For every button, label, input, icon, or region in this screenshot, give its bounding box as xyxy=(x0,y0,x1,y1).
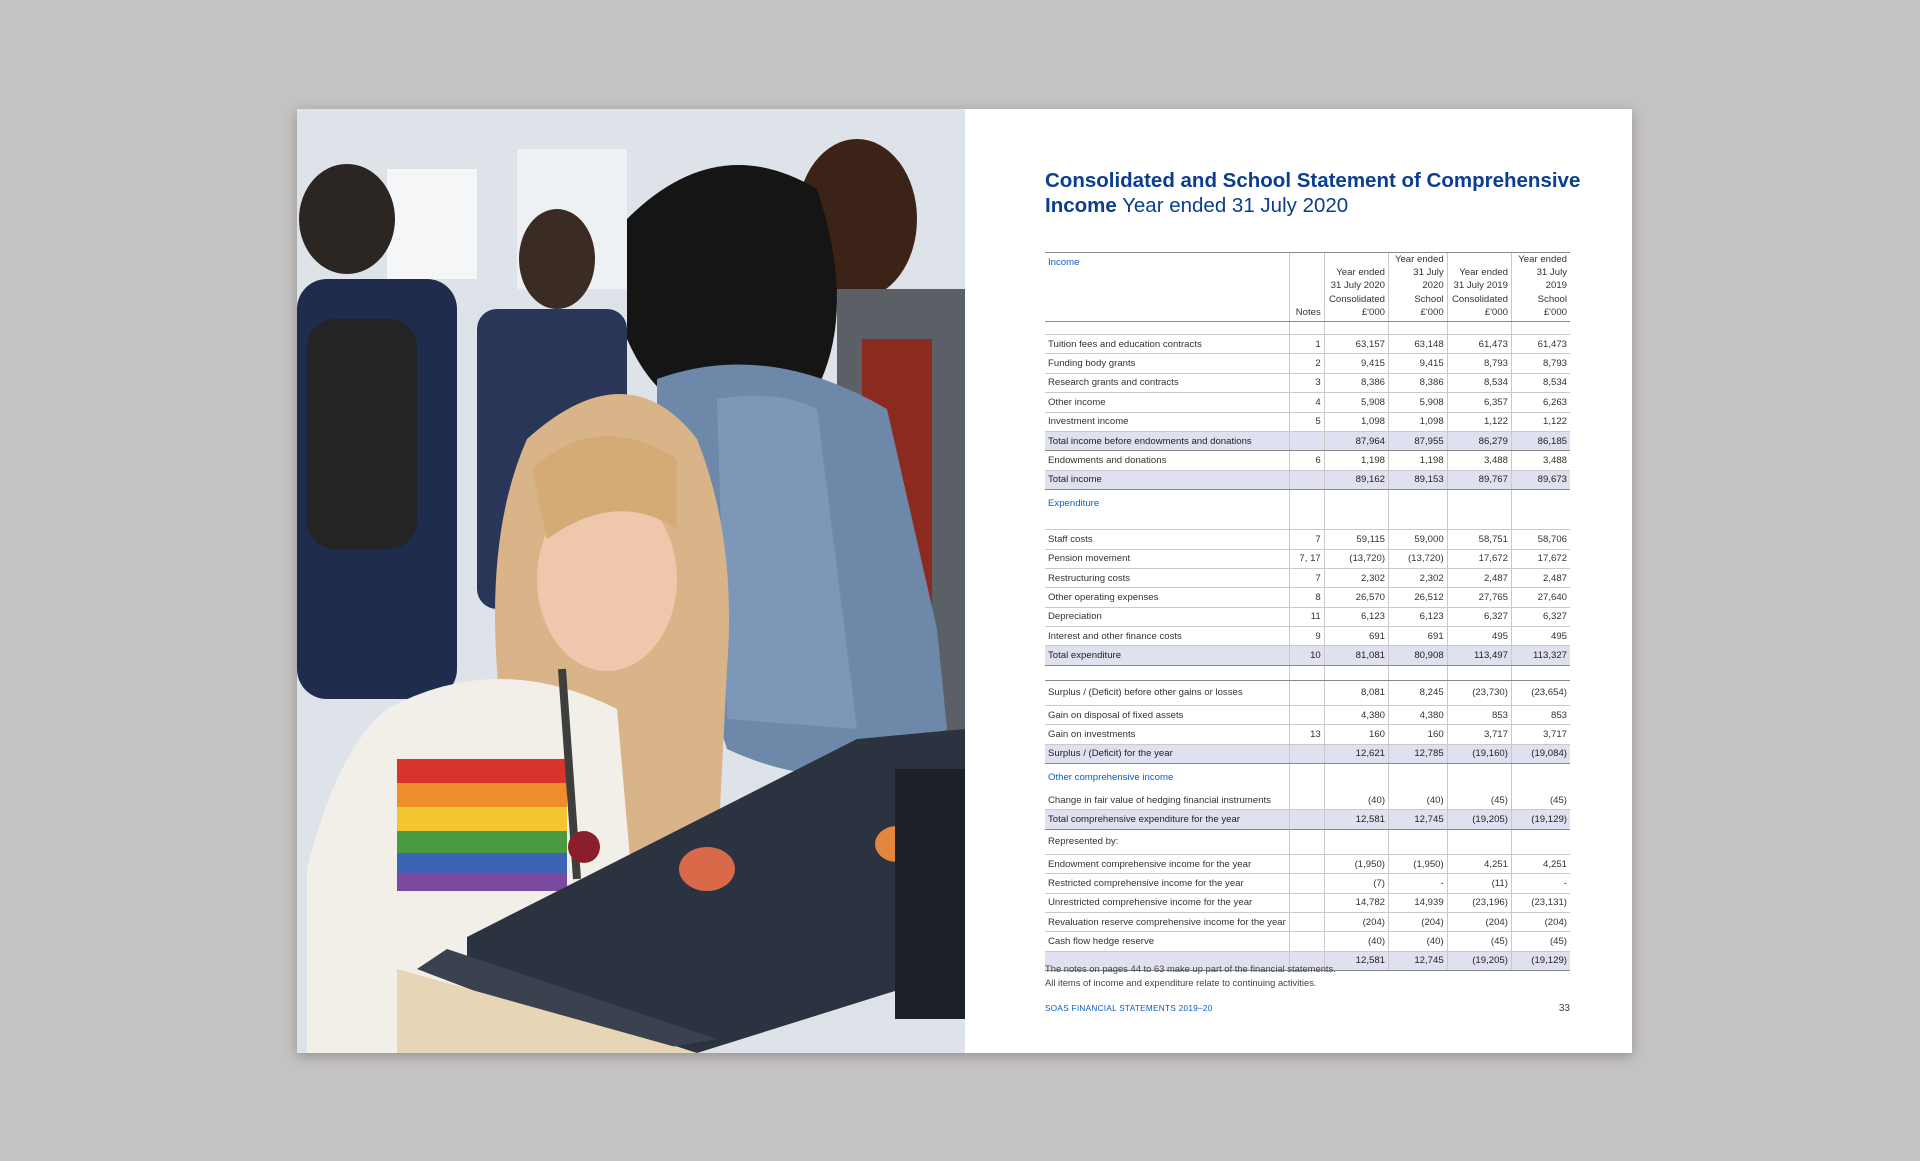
spacer-row-label xyxy=(1045,517,1289,530)
row-value: 5,908 xyxy=(1324,393,1388,412)
brochure-spread xyxy=(297,109,1632,1053)
table-row xyxy=(1045,335,1570,354)
spacer-row xyxy=(1045,322,1570,335)
row-value: 17,672 xyxy=(1447,549,1511,568)
row-value: 8,386 xyxy=(1324,373,1388,392)
income-statement-body xyxy=(1045,253,1570,971)
empty-cell xyxy=(1389,829,1448,854)
row-value: 4,251 xyxy=(1447,854,1511,873)
row-value: 81,081 xyxy=(1324,646,1388,665)
empty-cell xyxy=(1289,322,1324,335)
row-value: 8,793 xyxy=(1511,354,1570,373)
row-label: Total income before endowments and donations xyxy=(1045,431,1289,450)
income-statement-table xyxy=(1045,252,1570,971)
row-value: (40) xyxy=(1389,932,1448,951)
row-value: (204) xyxy=(1447,913,1511,932)
row-value: 1,198 xyxy=(1324,451,1388,470)
row-value: (23,654) xyxy=(1511,680,1570,705)
empty-cell xyxy=(1389,322,1448,335)
empty-cell xyxy=(1511,829,1570,854)
table-row xyxy=(1045,874,1570,893)
table-row xyxy=(1045,810,1570,829)
row-value: (23,196) xyxy=(1447,893,1511,912)
row-value: 6,327 xyxy=(1447,607,1511,626)
table-row xyxy=(1045,913,1570,932)
row-value: 3,488 xyxy=(1447,451,1511,470)
row-note: 2 xyxy=(1289,354,1324,373)
row-value: 12,581 xyxy=(1324,810,1388,829)
table-row xyxy=(1045,451,1570,470)
row-value: 3,717 xyxy=(1511,725,1570,744)
photo-illustration xyxy=(297,109,965,1053)
spacer-row xyxy=(1045,665,1570,680)
empty-cell xyxy=(1289,490,1324,518)
column-header: Year ended 31 July 2020 Consolidated £'000 xyxy=(1324,253,1388,322)
table-header-row xyxy=(1045,253,1570,322)
empty-cell xyxy=(1324,665,1388,680)
empty-cell xyxy=(1447,829,1511,854)
title-period: Year ended 31 July 2020 xyxy=(1122,194,1349,217)
row-value: 12,745 xyxy=(1389,951,1448,970)
row-label: Cash flow hedge reserve xyxy=(1045,932,1289,951)
row-value: 61,473 xyxy=(1447,335,1511,354)
row-value: 1,122 xyxy=(1511,412,1570,431)
notes-header: Notes xyxy=(1289,253,1324,322)
empty-cell xyxy=(1511,665,1570,680)
row-value: 9,415 xyxy=(1324,354,1388,373)
row-value: (19,129) xyxy=(1511,810,1570,829)
row-label: Surplus / (Deficit) before other gains or losses xyxy=(1045,680,1289,705)
row-value: 1,198 xyxy=(1389,451,1448,470)
row-value: - xyxy=(1511,874,1570,893)
row-value: 8,793 xyxy=(1447,354,1511,373)
row-value: 3,717 xyxy=(1447,725,1511,744)
row-note xyxy=(1289,470,1324,489)
title-bold: Consolidated and School Statement of Comprehensive Income xyxy=(1045,169,1581,217)
row-value: (45) xyxy=(1511,932,1570,951)
column-header: Year ended 31 July 2019 Consolidated £'000 xyxy=(1447,253,1511,322)
row-value: 2,487 xyxy=(1511,568,1570,587)
table-row xyxy=(1045,549,1570,568)
row-value: (40) xyxy=(1324,791,1388,810)
row-value: 63,157 xyxy=(1324,335,1388,354)
row-value: 2,302 xyxy=(1389,568,1448,587)
row-value: 6,263 xyxy=(1511,393,1570,412)
spacer-row-label xyxy=(1045,665,1289,680)
row-value: 86,279 xyxy=(1447,431,1511,450)
row-value: 12,581 xyxy=(1324,951,1388,970)
empty-cell xyxy=(1324,490,1388,518)
empty-cell xyxy=(1447,490,1511,518)
row-value: 12,621 xyxy=(1324,744,1388,763)
row-label: Unrestricted comprehensive income for the year xyxy=(1045,893,1289,912)
table-row xyxy=(1045,854,1570,873)
empty-cell xyxy=(1324,764,1388,792)
table-row xyxy=(1045,893,1570,912)
row-label: Other income xyxy=(1045,393,1289,412)
row-label: Depreciation xyxy=(1045,607,1289,626)
empty-cell xyxy=(1289,517,1324,530)
row-value: 6,327 xyxy=(1511,607,1570,626)
row-value: 61,473 xyxy=(1511,335,1570,354)
empty-cell xyxy=(1447,764,1511,792)
row-note: 3 xyxy=(1289,373,1324,392)
row-value: 6,357 xyxy=(1447,393,1511,412)
page-number: 33 xyxy=(1558,1003,1570,1014)
row-value: (204) xyxy=(1511,913,1570,932)
row-note: 7, 17 xyxy=(1289,549,1324,568)
row-value: 1,122 xyxy=(1447,412,1511,431)
row-value: (19,160) xyxy=(1447,744,1511,763)
row-value: 2,302 xyxy=(1324,568,1388,587)
row-value: 8,245 xyxy=(1389,680,1448,705)
row-value: 1,098 xyxy=(1324,412,1388,431)
table-row xyxy=(1045,588,1570,607)
row-value: 113,327 xyxy=(1511,646,1570,665)
row-value: 12,785 xyxy=(1389,744,1448,763)
table-row xyxy=(1045,627,1570,646)
row-label: Research grants and contracts xyxy=(1045,373,1289,392)
table-row xyxy=(1045,470,1570,489)
row-value: (23,730) xyxy=(1447,680,1511,705)
row-value: (11) xyxy=(1447,874,1511,893)
row-value: 4,380 xyxy=(1389,705,1448,724)
row-label: Other operating expenses xyxy=(1045,588,1289,607)
row-note xyxy=(1289,932,1324,951)
row-label: Total income xyxy=(1045,470,1289,489)
row-value: 63,148 xyxy=(1389,335,1448,354)
row-value: 89,162 xyxy=(1324,470,1388,489)
table-row xyxy=(1045,412,1570,431)
spacer-row-label xyxy=(1045,322,1289,335)
row-value: 26,570 xyxy=(1324,588,1388,607)
row-label: Investment income xyxy=(1045,412,1289,431)
table-row xyxy=(1045,568,1570,587)
represented-by-label: Represented by: xyxy=(1045,829,1289,854)
row-value: 691 xyxy=(1389,627,1448,646)
row-value: 4,251 xyxy=(1511,854,1570,873)
table-row xyxy=(1045,393,1570,412)
empty-cell xyxy=(1324,517,1388,530)
row-value: (13,720) xyxy=(1324,549,1388,568)
row-note xyxy=(1289,744,1324,763)
row-value: 9,415 xyxy=(1389,354,1448,373)
row-value: 26,512 xyxy=(1389,588,1448,607)
table-row xyxy=(1045,680,1570,705)
oci-heading xyxy=(1045,764,1570,792)
row-value: 113,497 xyxy=(1447,646,1511,665)
empty-cell xyxy=(1389,517,1448,530)
row-label: Endowments and donations xyxy=(1045,451,1289,470)
empty-cell xyxy=(1289,665,1324,680)
row-value: (19,084) xyxy=(1511,744,1570,763)
row-note: 1 xyxy=(1289,335,1324,354)
row-note xyxy=(1289,913,1324,932)
row-value: 89,673 xyxy=(1511,470,1570,489)
oci-heading-label: Other comprehensive income xyxy=(1048,772,1174,784)
row-value: 17,672 xyxy=(1511,549,1570,568)
row-value: 8,081 xyxy=(1324,680,1388,705)
empty-cell xyxy=(1389,764,1448,792)
row-note: 9 xyxy=(1289,627,1324,646)
row-value: 80,908 xyxy=(1389,646,1448,665)
row-value: - xyxy=(1389,874,1448,893)
row-value: 86,185 xyxy=(1511,431,1570,450)
row-value: (19,205) xyxy=(1447,951,1511,970)
empty-cell xyxy=(1289,764,1324,792)
table-row xyxy=(1045,373,1570,392)
row-value: 12,745 xyxy=(1389,810,1448,829)
row-value: 2,487 xyxy=(1447,568,1511,587)
empty-cell xyxy=(1511,517,1570,530)
empty-cell xyxy=(1447,665,1511,680)
empty-cell xyxy=(1389,665,1448,680)
row-label: Gain on disposal of fixed assets xyxy=(1045,705,1289,724)
row-value: 89,153 xyxy=(1389,470,1448,489)
row-value: (40) xyxy=(1324,932,1388,951)
row-label: Revaluation reserve comprehensive income for the year xyxy=(1045,913,1289,932)
row-value: (7) xyxy=(1324,874,1388,893)
note-line: All items of income and expenditure relate to continuing activities. xyxy=(1045,976,1317,988)
row-value: 14,782 xyxy=(1324,893,1388,912)
row-value: 8,386 xyxy=(1389,373,1448,392)
empty-cell xyxy=(1511,764,1570,792)
table-row xyxy=(1045,646,1570,665)
empty-cell xyxy=(1389,490,1448,518)
row-value: (204) xyxy=(1389,913,1448,932)
row-value: (45) xyxy=(1447,932,1511,951)
row-value: (19,129) xyxy=(1511,951,1570,970)
row-label: Pension movement xyxy=(1045,549,1289,568)
row-note xyxy=(1289,810,1324,829)
row-value: 160 xyxy=(1324,725,1388,744)
empty-cell xyxy=(1324,829,1388,854)
row-value: (19,205) xyxy=(1447,810,1511,829)
row-value: 27,765 xyxy=(1447,588,1511,607)
row-value: 14,939 xyxy=(1389,893,1448,912)
row-value: 87,955 xyxy=(1389,431,1448,450)
row-label: Total comprehensive expenditure for the year xyxy=(1045,810,1289,829)
row-note xyxy=(1289,874,1324,893)
row-note: 13 xyxy=(1289,725,1324,744)
row-value: (40) xyxy=(1389,791,1448,810)
row-value: 5,908 xyxy=(1389,393,1448,412)
row-value: 8,534 xyxy=(1511,373,1570,392)
statement-notes xyxy=(1045,962,1565,989)
row-value: 3,488 xyxy=(1511,451,1570,470)
row-value: 6,123 xyxy=(1389,607,1448,626)
row-note xyxy=(1289,431,1324,450)
empty-cell xyxy=(1511,322,1570,335)
row-value: 160 xyxy=(1389,725,1448,744)
empty-cell xyxy=(1289,829,1324,854)
row-note xyxy=(1289,893,1324,912)
row-value: 89,767 xyxy=(1447,470,1511,489)
row-label: Total expenditure xyxy=(1045,646,1289,665)
row-value: (13,720) xyxy=(1389,549,1448,568)
row-value: (45) xyxy=(1511,791,1570,810)
row-note xyxy=(1289,680,1324,705)
row-note: 7 xyxy=(1289,530,1324,549)
row-value: 853 xyxy=(1447,705,1511,724)
row-note: 11 xyxy=(1289,607,1324,626)
footer-publication: SOAS FINANCIAL STATEMENTS 2019–20 xyxy=(1045,1004,1213,1013)
statement-page xyxy=(965,109,1632,1053)
represented-by xyxy=(1045,829,1570,854)
row-value: 6,123 xyxy=(1324,607,1388,626)
table-row xyxy=(1045,791,1570,810)
row-label: Funding body grants xyxy=(1045,354,1289,373)
row-value: (204) xyxy=(1324,913,1388,932)
row-label: Endowment comprehensive income for the year xyxy=(1045,854,1289,873)
row-value: 495 xyxy=(1447,627,1511,646)
row-value: 58,706 xyxy=(1511,530,1570,549)
row-value: (23,131) xyxy=(1511,893,1570,912)
table-row xyxy=(1045,607,1570,626)
row-value: 59,115 xyxy=(1324,530,1388,549)
row-label: Interest and other finance costs xyxy=(1045,627,1289,646)
note-line: The notes on pages 44 to 63 make up part of the financial statements. xyxy=(1045,963,1336,974)
empty-cell xyxy=(1511,490,1570,518)
empty-cell xyxy=(1324,322,1388,335)
row-value: 27,640 xyxy=(1511,588,1570,607)
row-value: 1,098 xyxy=(1389,412,1448,431)
row-note: 5 xyxy=(1289,412,1324,431)
row-label: Staff costs xyxy=(1045,530,1289,549)
page-title xyxy=(1045,168,1605,218)
row-value: 8,534 xyxy=(1447,373,1511,392)
row-note: 10 xyxy=(1289,646,1324,665)
row-label: Restricted comprehensive income for the year xyxy=(1045,874,1289,893)
row-label: Surplus / (Deficit) for the year xyxy=(1045,744,1289,763)
row-label: Restructuring costs xyxy=(1045,568,1289,587)
row-note: 7 xyxy=(1289,568,1324,587)
row-label: Tuition fees and education contracts xyxy=(1045,335,1289,354)
table-row xyxy=(1045,705,1570,724)
empty-cell xyxy=(1447,517,1511,530)
expenditure-heading-label: Expenditure xyxy=(1048,498,1100,510)
table-row xyxy=(1045,354,1570,373)
table-row xyxy=(1045,725,1570,744)
table-row xyxy=(1045,744,1570,763)
row-note: 8 xyxy=(1289,588,1324,607)
row-value: 853 xyxy=(1511,705,1570,724)
student-photo xyxy=(297,109,965,1053)
row-value: 87,964 xyxy=(1324,431,1388,450)
row-note: 6 xyxy=(1289,451,1324,470)
table-row xyxy=(1045,431,1570,450)
row-value: 58,751 xyxy=(1447,530,1511,549)
row-value: (1,950) xyxy=(1389,854,1448,873)
row-label: Change in fair value of hedging financial instruments xyxy=(1045,791,1289,810)
row-value: 691 xyxy=(1324,627,1388,646)
row-label: Gain on investments xyxy=(1045,725,1289,744)
row-value: 495 xyxy=(1511,627,1570,646)
table-row xyxy=(1045,530,1570,549)
row-value: (1,950) xyxy=(1324,854,1388,873)
income-heading: Income xyxy=(1045,253,1289,322)
row-note: 4 xyxy=(1289,393,1324,412)
expenditure-heading xyxy=(1045,490,1570,518)
row-note xyxy=(1289,854,1324,873)
row-note xyxy=(1289,791,1324,810)
row-note xyxy=(1289,705,1324,724)
empty-cell xyxy=(1447,322,1511,335)
column-header: Year ended 31 July 2019 School £'000 xyxy=(1511,253,1570,322)
row-value: 4,380 xyxy=(1324,705,1388,724)
table-row xyxy=(1045,932,1570,951)
row-value: 59,000 xyxy=(1389,530,1448,549)
column-header: Year ended 31 July 2020 School £'000 xyxy=(1389,253,1448,322)
spacer-row xyxy=(1045,517,1570,530)
row-value: (45) xyxy=(1447,791,1511,810)
